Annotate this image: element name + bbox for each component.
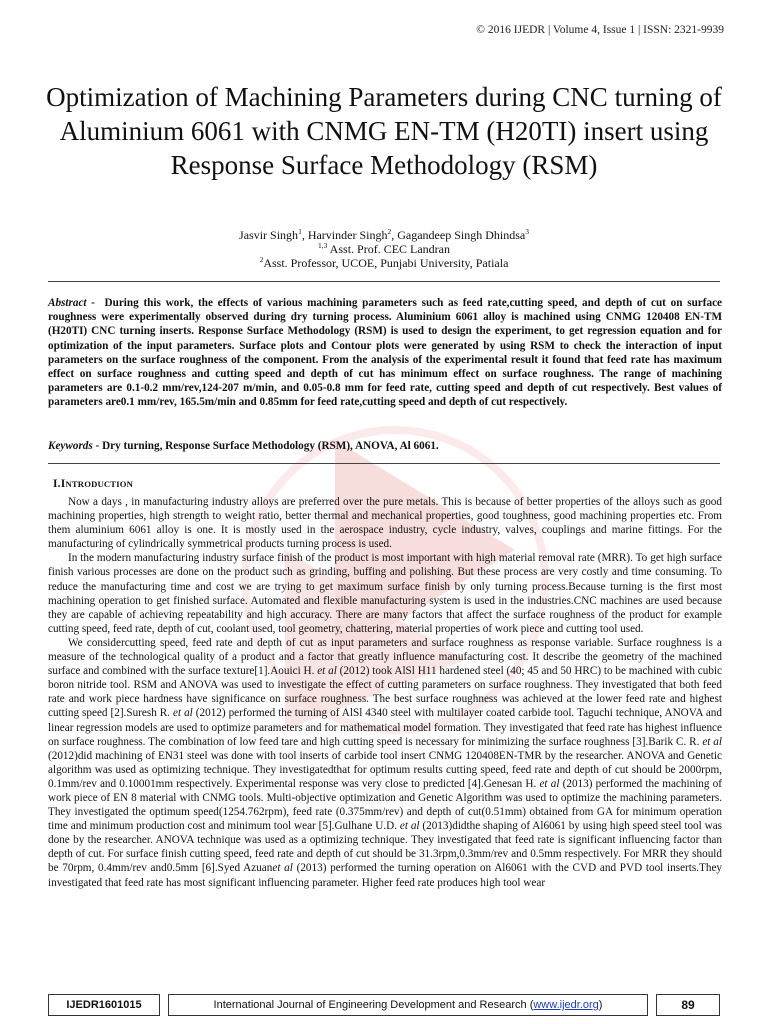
journal-website-link[interactable]: www.ijedr.org: [533, 999, 599, 1011]
author-affiliation-1: $^{1,3}$ Asst. Prof. CEC Landran: [317, 241, 451, 256]
intro-paragraph-1: Now a days , in manufacturing industry alloys are preferred over the pure metals. This is because of better properties of the alloys such as good machining properties, high strength to weight ratio, better thermal and mechanical properties, good toughness, good machining properties etc. From them aluminium 6061 alloy is one. It is mostly used in the aerospace industry, cycle industry, valves, couplings and marine fittings. For the manufacturing of cylindrically symmetrical products turning process is used.: [48, 496, 722, 551]
abstract-label: Abstract -: [48, 297, 96, 309]
keywords-text: - Dry turning, Response Surface Methodology (RSM), ANOVA, Al 6061.: [92, 440, 439, 452]
keywords: [48, 439, 722, 453]
intro-paragraph-2: In the modern manufacturing industry surface finish of the product is most important with high material removal rate (MRR). To get high surface finish various processes are done on the product such as grinding, buffing and polishing. But these process are very costly and time consuming. To reduce the manufacturing time and cost we are trying to get maximum surface finish by only turning process.Because turning is the first most machining operation to get finished surface. Automated and flexible manufacturing system is used in the industries.CNC machines are used because they are capable of achieving repeatability and high accuracy. There are many factors that affect the surface roughness of the product for example cutting speed, feed rate, depth of cut, coolant used, tool geometry, chattering, material properties of work piece and cutting tool used.: [48, 552, 722, 635]
divider-top: [48, 281, 720, 282]
section-heading-introduction: I.INTRODUCTION: [53, 478, 134, 490]
author-name-3: , Gagandeep Singh Dhindsa: [391, 228, 526, 242]
author-names: Jasvir Singh$^1$, Harvinder Singh$^2$, Gagandeep Singh Dhindsa$^3$: [239, 227, 529, 242]
footer-journal-name: International Journal of Engineering Development and Research ( www.ijedr.org ): [168, 994, 648, 1016]
abstract: [48, 296, 722, 410]
divider-bottom: [48, 463, 720, 464]
keywords-label: Keywords: [48, 440, 93, 452]
author-block: [40, 228, 728, 270]
author-name-2: , Harvinder Singh: [301, 228, 388, 242]
footer-paper-id: IJEDR 1601015: [48, 994, 160, 1016]
author-name-1: Jasvir Singh: [239, 228, 299, 242]
journal-citation-header: © 2016 IJEDR | Volume 4, Issue 1 | ISSN: 2321-9939: [476, 24, 724, 36]
abstract-text: During this work, the effects of various machining parameters such as feed rate,cutting speed, and depth of cut on surface roughness were experimentally observed during dry turning process. Aluminium 6061 alloy is machined using CNMG 120408 EN-TM (H20TI) CNC turning inserts. Response Surface Methodology (RSM) is used to design the experiment, to get regression equation and for optimization of the input parameters. Surface plots and Contour plots were generated by using RSM to check the interaction of input parameters on the surface roughness of the component. From the analysis of the experimental result it found that feed rate has maximum effect on surface roughness and cutting speed and depth of cut has minimum effect on surface roughness. The range of machining parameters are 0.1-0.2 mm/rev,124-207 m/min, and 0.05-0.8 mm for feed rate, cutting speed and depth of cut respectively. Best values of parameters are0.1 mm/rev, 165.5m/min and 0.85mm for feed rate,cutting speed and depth of cut respectively.: [48, 297, 723, 409]
author-affiliation-2: $^2$Asst. Professor, UCOE, Punjabi University, Patiala: [259, 255, 509, 270]
page-footer: [48, 994, 720, 1018]
paper-title: Optimization of Machining Parameters during CNC turning of Aluminium 6061 with CNMG EN-TM (H20TI) insert using Response Surface Methodology (RSM): [46, 82, 722, 180]
footer-page-number: 89: [656, 994, 720, 1016]
intro-paragraph-3: We considercutting speed, feed rate and depth of cut as input parameters and surface roughness as response variable. Surface roughness is a measure of the technological quality of a product and a factor that greatly influence manufacturing cost. It describe the geometry of the machined surface and combined with the surface texture[1].Aouici H. et al (2012) took AlSl H11 hardened steel (40; 45 and 50 HRC) to be machined with cubic boron nitride tool. RSM and ANOVA was used to investigate the effect of cutting parameters on surface roughness. They investigated that both feed rate and work piece hardness have significance on surface roughness. The best surface roughness was achieved at the lower feed rate and highest cutting speed [2].Suresh R. et al (2012) performed the turning of AlSl 4340 steel with multilayer coated carbide tool. Taguchi technique, ANOVA and linear regression models are used to optimize parameters and for mathematical model formation. They investigated that feed rate has highest influence on surface roughness. The combination of low feed tare and high cutting speed is necessary for minimizing the surface roughness [3].Barik C. R. et al (2012)did machining of EN31 steel was done with tool inserts of carbide tool insert CNMG 120408EN-TMR by the researcher. ANOVA and Genetic algorithm was used as optimizing technique. They investigatedthat for optimum results cutting speed, feed rate and depth of cut should be 2000rpm, 0.1mm/rev and 0.10001mm respectively. Experimental response was very close to predicted [4].Genesan H. et al (2013) performed the machining of work piece of EN 8 material with CNMG tools. Multi-objective optimization and Genetic Algorithm was used to optimize the machining parameters. They investigated the optimum speed(1254.762rpm), feed rate (0.375mm/rev) and depth of cut(0.51mm) obtained from GA for minimum operation time and minimum production cost and minimum tool wear [5].Gulhane U.D. et al (2013)didthe shaping of Al6061 by using high speed steel tool was done by the researcher. ANOVA technique was used as a optimizing technique. They investigated that feed rate is significant influencing factor than depth of cut. For surface finish cutting speed, feed rate and depth of cut should be 31.3rpm,0.3mm/rev and 0.5mm respectively. For MRR they should be 70rpm, 0.4mm/rev and0.5mm [6].Syed Azuanet al (2013) performed the turning operation on Al6061 with the CVD and PVD tool inserts.They investigated that feed rate has most significant influencing parameter. Higher feed rate produces high tool wear: [48, 636, 723, 889]
introduction-body: [48, 495, 722, 890]
